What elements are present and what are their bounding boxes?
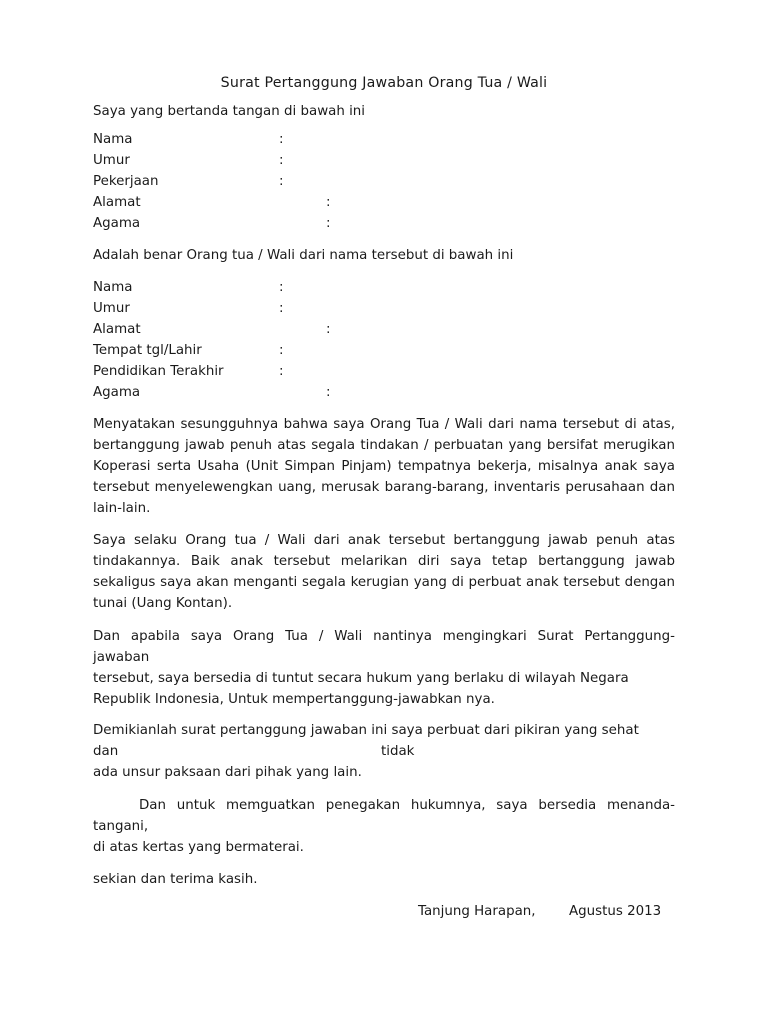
child-field-label: Alamat bbox=[93, 322, 141, 337]
denial-line: jawaban bbox=[93, 650, 150, 665]
signing-line: Dan untuk memguatkan penegakan hukumnya, saya bersedia menanda- bbox=[139, 798, 675, 813]
field-colon: : bbox=[279, 153, 284, 168]
signing-line: tangani, bbox=[93, 819, 149, 834]
child-field-label: Tempat tgl/Lahir bbox=[93, 343, 202, 358]
field-colon: : bbox=[326, 322, 331, 337]
child-intro-text: Adalah benar Orang tua / Wali dari nama tersebut di bawah ini bbox=[93, 248, 514, 263]
parent-field-label: Nama bbox=[93, 132, 133, 147]
signature-place: Tanjung Harapan, bbox=[418, 904, 536, 919]
statement-text: Menyatakan sesungguhnya bahwa saya Orang Tua / Wali dari nama tersebut di atas, bertanggung jawab penuh atas segala tindakan / perbuatan yang bersifat merugikan Koperasi serta Usaha (Unit Simpan Pinjam) tempatnya bekerja, misalnya anak saya tersebut menyelewengkan uang, merusak barang-barang, inventaris perusahaan dan lain-lain. bbox=[93, 417, 675, 516]
field-colon: : bbox=[326, 216, 331, 231]
signing-line: di atas kertas yang bermaterai. bbox=[93, 840, 304, 855]
parent-field-label: Umur bbox=[93, 153, 130, 168]
signature-date: Agustus 2013 bbox=[569, 904, 662, 919]
declaration-line: ada unsur paksaan dari pihak yang lain. bbox=[93, 765, 362, 780]
parent-field-label: Agama bbox=[93, 216, 141, 231]
child-field-label: Agama bbox=[93, 385, 141, 400]
responsibility-paragraph bbox=[93, 530, 675, 614]
denial-line: tersebut, saya bersedia di tuntut secara hukum yang berlaku di wilayah Negara bbox=[93, 671, 629, 686]
field-colon: : bbox=[279, 301, 284, 316]
declaration-line: Demikianlah surat pertanggung jawaban ini saya perbuat dari pikiran yang sehat bbox=[93, 723, 639, 738]
field-colon: : bbox=[279, 132, 284, 147]
field-colon: : bbox=[279, 343, 284, 358]
field-colon: : bbox=[279, 174, 284, 189]
denial-line: Republik Indonesia, Untuk mempertanggung-jawabkan nya. bbox=[93, 692, 495, 707]
parent-field-label: Alamat bbox=[93, 195, 141, 210]
denial-line: Dan apabila saya Orang Tua / Wali nantinya mengingkari Surat Pertanggung- bbox=[93, 629, 675, 644]
intro-text: Saya yang bertanda tangan di bawah ini bbox=[93, 104, 366, 119]
field-colon: : bbox=[326, 385, 331, 400]
declaration-word: tidak bbox=[381, 744, 415, 759]
child-field-label: Nama bbox=[93, 280, 133, 295]
statement-paragraph bbox=[93, 414, 675, 519]
field-colon: : bbox=[279, 364, 284, 379]
child-field-label: Umur bbox=[93, 301, 130, 316]
parent-field-label: Pekerjaan bbox=[93, 174, 159, 189]
closing-text: sekian dan terima kasih. bbox=[93, 872, 258, 887]
responsibility-text: Saya selaku Orang tua / Wali dari anak tersebut bertanggung jawab penuh atas tindakannya. Baik anak tersebut melarikan diri saya tetap bertanggung jawab sekaligus saya akan menganti segala kerugian yang di perbuat anak tersebut dengan tunai (Uang Kontan). bbox=[93, 533, 675, 611]
field-colon: : bbox=[326, 195, 331, 210]
document-title: Surat Pertanggung Jawaban Orang Tua / Wali bbox=[220, 75, 548, 91]
child-field-label: Pendidikan Terakhir bbox=[93, 364, 224, 379]
declaration-line: dan bbox=[93, 744, 119, 759]
field-colon: : bbox=[279, 280, 284, 295]
